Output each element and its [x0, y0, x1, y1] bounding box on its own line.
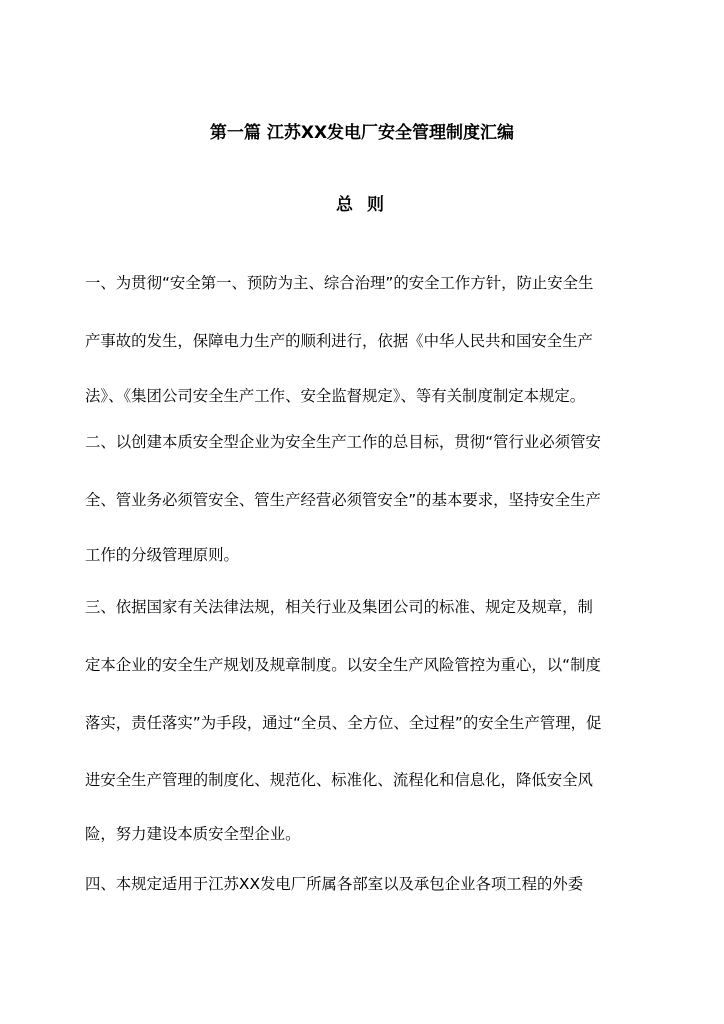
body-line-3: 法》、《集团公司安全生产工作、安全监督规定》、等有关制度制定本规定。	[85, 387, 586, 405]
section-heading: 总 则	[336, 195, 388, 215]
body-line-12: 四、本规定适用于江苏XX发电厂所属各部室以及承包企业各项工程的外委	[85, 875, 584, 893]
body-line-6: 工作的分级管理原则。	[85, 546, 239, 564]
body-line-11: 险，努力建设本质安全型企业。	[85, 825, 301, 843]
body-line-2: 产事故的发生，保障电力生产的顺利进行，依据《中华人民共和国安全生产	[85, 332, 593, 350]
body-line-9: 落实，责任落实”为手段，通过“全员、全方位、全过程”的安全生产管理，促	[85, 714, 602, 732]
body-line-1: 一、为贯彻“安全第一、预防为主、综合治理”的安全工作方针，防止安全生	[85, 274, 594, 292]
body-line-5: 全、管业务必须管安全、管生产经营必须管安全”的基本要求，坚持安全生产	[85, 491, 601, 509]
document-title: 第一篇 江苏XX发电厂安全管理制度汇编	[209, 123, 515, 143]
body-line-7: 三、依据国家有关法律法规，相关行业及集团公司的标准、规定及规章，制	[85, 598, 593, 616]
body-line-10: 进安全生产管理的制度化、规范化、标准化、流程化和信息化，降低安全风	[85, 771, 593, 789]
body-line-8: 定本企业的安全生产规划及规章制度。以安全生产风险管控为重心，以“制度	[85, 656, 601, 674]
body-line-4: 二、以创建本质安全型企业为安全生产工作的总目标，贯彻“管行业必须管安	[85, 433, 601, 451]
